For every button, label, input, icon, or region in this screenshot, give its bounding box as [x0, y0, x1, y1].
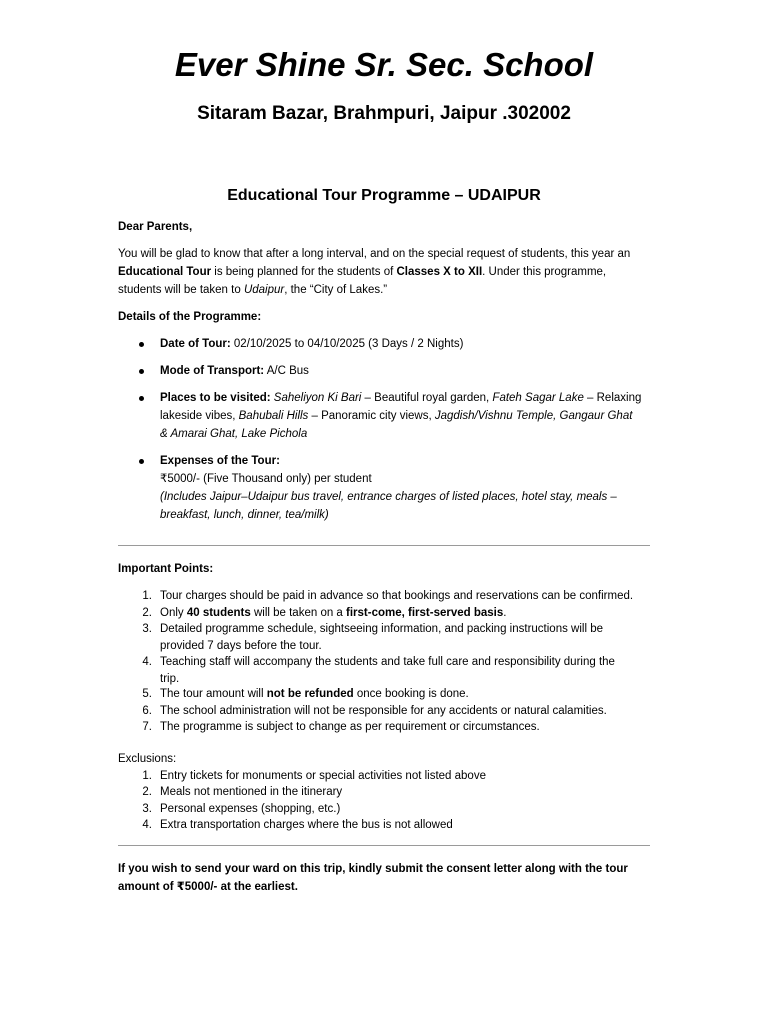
places-line-3 — [160, 425, 646, 443]
text-run: will be taken on a — [250, 606, 347, 619]
list-number: 2. — [142, 606, 152, 619]
programme-title: Educational Tour Programme – UDAIPUR — [227, 187, 541, 204]
closing-line: amount of ₹5000/- at the earliest. — [118, 881, 298, 893]
list-text: Entry tickets for monuments or special activities not listed above — [160, 769, 486, 782]
divider — [118, 545, 650, 546]
list-text: Extra transportation charges where the bus is not allowed — [160, 819, 453, 831]
place-desc: – Panoramic city views, — [308, 410, 435, 422]
list-number: 1. — [142, 769, 152, 782]
list-text: The school administration will not be responsible for any accidents or natural calamities. — [160, 704, 607, 717]
places-line-2 — [160, 407, 646, 425]
list-text — [160, 654, 650, 687]
text-run: first-come, first-served basis — [346, 606, 504, 619]
text-run: . — [503, 606, 507, 619]
list-number: 6. — [142, 704, 152, 717]
text-run: provided 7 days before the tour. — [160, 639, 322, 652]
list-number: 4. — [142, 819, 152, 831]
detail-label: Expenses of the Tour: — [160, 455, 280, 467]
closing-note — [118, 860, 658, 896]
intro-text: is being planned for the students of — [211, 266, 397, 278]
places-line-1 — [160, 389, 646, 407]
school-name: Ever Shine Sr. Sec. School — [174, 46, 594, 83]
intro-text: . Under this programme, — [482, 266, 607, 278]
list-text: Tour charges should be paid in advance so that bookings and reservations can be confirmed. — [160, 590, 634, 602]
place-desc: – Beautiful royal garden, — [361, 392, 493, 404]
intro-classes: Classes X to XII — [396, 266, 483, 278]
text-run: Detailed programme schedule, sightseeing information, and packing instructions will be — [160, 623, 603, 635]
important-heading: Important Points: — [118, 563, 214, 575]
text-run: not be refunded — [266, 688, 354, 700]
list-text — [160, 686, 650, 703]
detail-label: Mode of Transport: — [160, 365, 265, 377]
place-desc: lakeside vibes, — [160, 410, 239, 422]
text-run: Only — [160, 606, 187, 619]
list-text: Meals not mentioned in the itinerary — [160, 786, 343, 798]
bullet-dot — [139, 369, 144, 374]
detail-transport — [160, 362, 646, 380]
salutation: Dear Parents, — [118, 221, 193, 233]
list-text: The programme is subject to change as per requirement or circumstances. — [160, 721, 540, 733]
detail-places — [160, 389, 646, 443]
details-heading: Details of the Programme: — [118, 311, 262, 323]
intro-line-3 — [118, 281, 658, 299]
list-number: 3. — [142, 802, 152, 815]
intro-text: , the “City of Lakes.” — [284, 284, 388, 296]
closing-line: If you wish to send your ward on this trip, kindly submit the consent letter along with the tour — [118, 863, 628, 875]
list-text: Personal expenses (shopping, etc.) — [160, 802, 341, 815]
detail-expenses — [160, 452, 646, 524]
place-name: Bahubali Hills — [238, 410, 309, 422]
intro-city: Udaipur — [243, 284, 285, 296]
expenses-note: (Includes Jaipur–Udaipur bus travel, entrance charges of listed places, hotel stay, meals – — [160, 491, 617, 503]
detail-value: A/C Bus — [264, 365, 309, 377]
bullet-dot — [139, 459, 144, 464]
divider — [118, 845, 650, 846]
text-run: once booking is done. — [353, 688, 469, 700]
place-name: Jagdish/Vishnu Temple, Gangaur Ghat — [434, 410, 633, 422]
list-number: 3. — [142, 623, 152, 635]
bullet-dot — [139, 396, 144, 401]
intro-text: students will be taken to — [118, 284, 244, 296]
list-number: 4. — [142, 656, 152, 668]
detail-value: 02/10/2025 to 04/10/2025 (3 Days / 2 Nights) — [230, 338, 464, 350]
detail-label: Places to be visited: — [160, 392, 271, 404]
list-text — [160, 621, 650, 654]
expenses-amount: ₹5000/- (Five Thousand only) per student — [160, 473, 372, 485]
detail-label: Date of Tour: — [160, 338, 231, 350]
text-run: 40 students — [186, 606, 251, 619]
place-name: Fateh Sagar Lake — [492, 392, 584, 404]
expenses-note: breakfast, lunch, dinner, tea/milk) — [160, 509, 329, 521]
place-desc: – Relaxing — [583, 392, 642, 404]
text-run: The tour amount will — [160, 688, 267, 700]
list-number: 2. — [142, 786, 152, 798]
intro-line-1: You will be glad to know that after a long interval, and on the special request of students, this year an — [118, 248, 631, 260]
list-text — [160, 605, 650, 622]
bullet-dot — [139, 342, 144, 347]
intro-line-2 — [118, 263, 658, 281]
place-name: Saheliyon Ki Bari — [273, 392, 362, 404]
school-address: Sitaram Bazar, Brahmpuri, Jaipur .302002 — [197, 103, 571, 124]
list-number: 7. — [142, 721, 152, 733]
text-run: Teaching staff will accompany the students and take full care and responsibility during the — [160, 656, 615, 668]
text-run: trip. — [160, 672, 180, 685]
intro-educational-tour: Educational Tour — [118, 266, 212, 278]
place-name: & Amarai Ghat, Lake Pichola — [160, 428, 308, 440]
exclusions-heading: Exclusions: — [118, 753, 177, 765]
detail-date — [160, 335, 646, 353]
intro-paragraph — [118, 245, 658, 299]
list-number: 5. — [142, 688, 152, 700]
list-number: 1. — [142, 590, 152, 602]
